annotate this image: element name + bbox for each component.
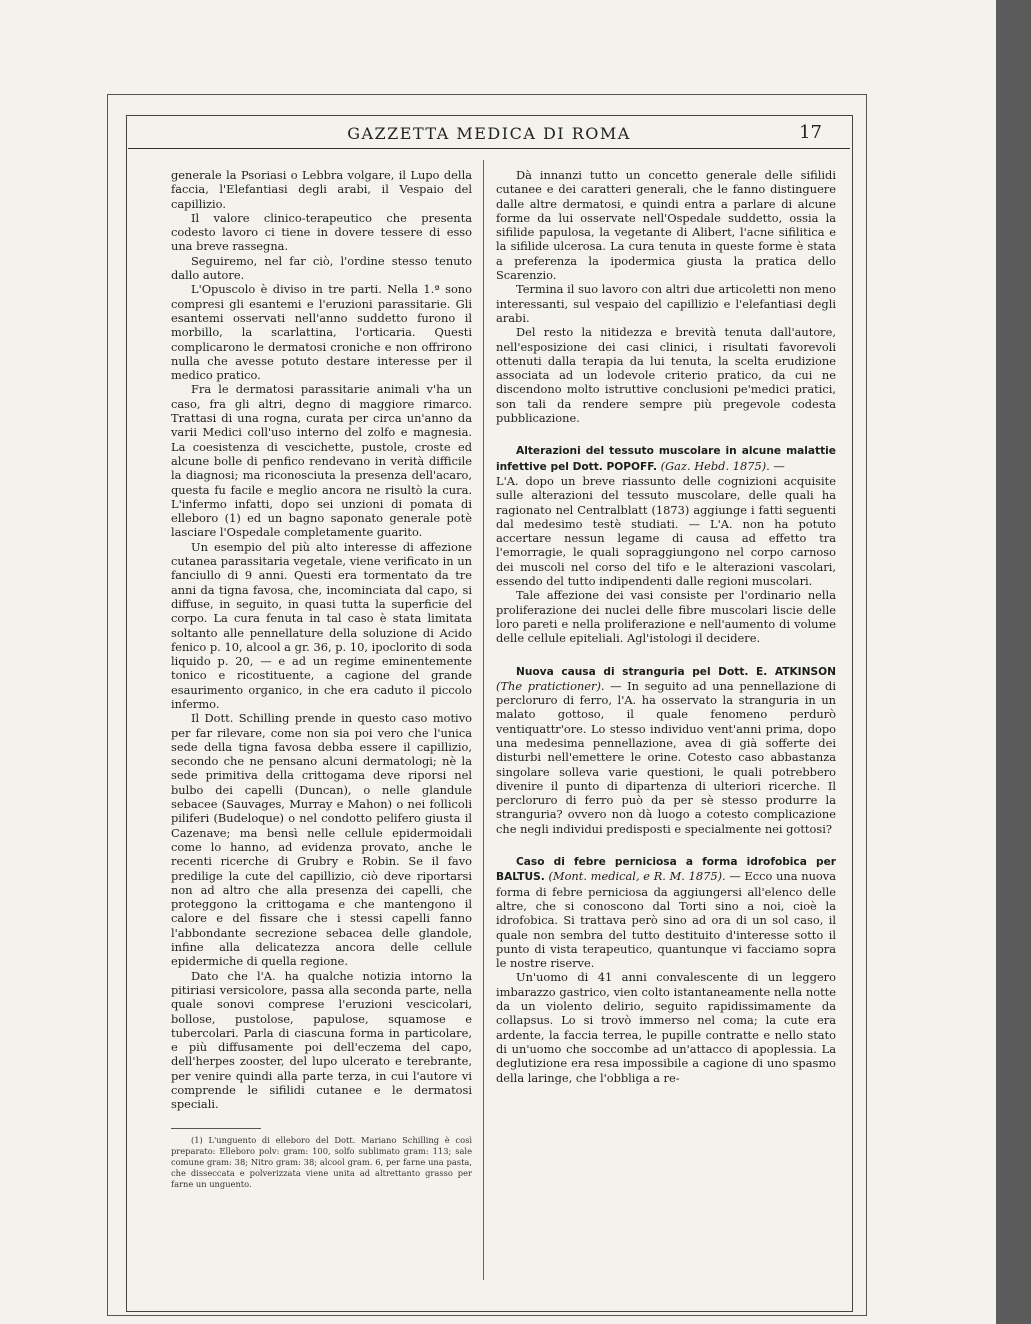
article-heading: Nuova causa di stranguria pel Dott. E. ATKINSON [516,665,836,678]
article-body: In seguito ad una pennellazione di percloruro di ferro, l'A. ha osservato la stranguria in un malato gottoso, il quale fenomeno perdurò ventiquattr'ore. Lo stesso individuo vent'anni prima, dopo una medesima pennellazione, avea di già sofferte dei disturbi nell'emettere le orine. Cotesto caso abbastanza singolare solleva varie questioni, le quali potrebbero divenire il punto di dipartenza di ulteriori ricerche. Il percloruro di ferro può da per sè stesso produrre la stranguria? ovvero non dà luogo a cotesto complicazione che negli individui predisposti e specialmente nei gottosi? [496,678,836,836]
journal-title: GAZZETTA MEDICA DI ROMA [347,124,631,143]
paragraph: L'A. dopo un breve riassunto delle cognizioni acquisite sulle alterazioni del tessuto muscolare, delle quali ha ragionato nel Centralblatt (1873) aggiunge i fatti seguenti dal medesimo testè studiati. — L'A. non ha potuto accertare nessun legame di causa ad effetto tra l'emorragie, le quali sopraggiungono nel corpo carnoso dei muscoli nel corso del tifo e le alterazioni vascolari, essendo del tutto indipendenti dalle regioni muscolari. [496,473,836,589]
paragraph: Termina il suo lavoro con altri due articoletti non meno interessanti, sul vespaio del capillizio e l'elefantiasi degli arabi. [496,282,836,325]
article-heading: Alterazioni del tessuto muscolare in alcune malattie infettive pel Dott. POPOFF. [496,445,836,473]
article-atkinson [496,664,836,837]
article-baltus [496,854,836,970]
column-divider [483,160,484,1280]
footnote-rule [171,1128,261,1129]
paragraph: Dà innanzi tutto un concetto generale delle sifilidi cutanee e dei caratteri generali, che le fanno distinguere dalle altre dermatosi, e quindi entra a parlare di alcune forme da lui osservate nell'Ospedale suddetto, ossia la sifilide papulosa, la vegetante di Alibert, l'acne sifilitica e la sifilide ulcerosa. La cura tenuta in queste forme è stata a preferenza la ipodermica giusta la pratica dello Scarenzio. [496,168,836,283]
page-header [128,118,850,149]
article-body: Ecco una nuova forma di febre perniciosa da aggiungersi all'elenco delle altre, che si conoscono dal Torti sino a noi, cioè la idrofobica. Si trattava però sino ad ora di un sol caso, il quale non sembra del tutto destituito d'interesse sotto il punto di vista terapeutico, quantunque vi facciamo sopra le nostre riserve. [496,869,836,971]
paragraph: L'Opuscolo è diviso in tre parti. Nella 1.ª sono compresi gli esantemi e l'eruzioni parassitarie. Gli esantemi osservati nell'anno suddetto furono il morbillo, la scarlattina, l'orticaria. Questi complicarono le dermatosi croniche e non offrirono nulla che avesse potuto destare interesse per il medico pratico. [171,282,472,383]
paragraph: Un'uomo di 41 anni convalescente di un leggero imbarazzo gastrico, vien colto istantaneamente nella notte da un violento delirio, seguito rapidissimamente da collapsus. Lo si trovò immerso nel coma; la cute era ardente, la faccia terrea, le pupille contratte e nello stato di un'uomo che soccombe ad un'attacco di apoplessia. La deglutizione era resa impossibile a cagione di uno spasmo della laringe, che l'obbliga a re- [496,970,836,1085]
article-source: (The pratictioner). — [496,678,622,693]
article-heading: Caso di febre perniciosa a forma idrofobica per BALTUS. [496,856,836,884]
paragraph: Dato che l'A. ha qualche notizia intorno la pitiriasi versicolore, passa alla seconda parte, nella quale sonovi comprese l'eruzioni vescicolari, bollose, pustolose, papulose, squamose e tubercolari. Parla di ciascuna forma in particolare, e più diffusamente poi dell'eczema del capo, dell'herpes zooster, del lupo ulcerato e terebrante, per venire quindi alla parte terza, in cui l'autore vi comprende le sifilidi cutanee e le dermatosi speciali. [171,968,472,1112]
paragraph: Il valore clinico-terapeutico che presenta codesto lavoro ci tiene in dovere tessere di esso una breve rassegna. [171,210,472,254]
page-number: 17 [799,122,822,143]
paragraph: Tale affezione dei vasi consiste per l'ordinario nella proliferazione dei nuclei delle fibre muscolari liscie delle loro pareti e nella proliferazione e nell'aumento di volume delle cellule epiteliali. Agl'istologi il decidere. [496,588,836,646]
paragraph: Del resto la nitidezza e brevità tenuta dall'autore, nell'esposizione dei casi clinici, i risultati favorevoli ottenuti dalla terapia da lui tenuta, la scelta erudizione associata ad un lodevole criterio pratico, da cui ne discendono molto istruttive conclusioni pe'medici pratici, son tali da rendere sempre più pregevole codesta pubblicazione. [496,325,836,426]
paragraph: Fra le dermatosi parassitarie animali v'ha un caso, fra gli altri, degno di maggiore rimarco. Trattasi di una rogna, curata per circa un'anno da varii Medici coll'uso interno del zolfo e magnesia. La coesistenza di vescichette, pustole, croste ed alcune bolle di penfico rendevano in verità difficile la diagnosi; ma riconosciuta la presenza dell'acaro, questa fu facile e meglio ancora ne risultò la cura. L'infermo infatti, dopo sei unzioni di pomata di elleboro (1) ed un bagno saponato generale potè lasciare l'Ospedale completamente guarito. [171,382,472,540]
article-popoff [496,443,836,474]
footnote: (1) L'unguento di elleboro del Dott. Mariano Schilling è così preparato: Elleboro polv: gram: 100, solfo sublimato gram: 113; sale comune gram: 38; Nitro gram: 38; alcool gram. 6, per farne una pasta, che disseccata e polverizzata viene unita ad altrettanto grasso per farne un unguento. [171,1134,472,1189]
left-column [171,168,472,1190]
article-source: (Mont. medical, e R. M. 1875). — [548,869,741,884]
paragraph: generale la Psoriasi o Lebbra volgare, il Lupo della faccia, l'Elefantiasi degli arabi, il Vespaio del capillizio. [171,168,472,211]
paragraph: Un esempio del più alto interesse di affezione cutanea parassitaria vegetale, viene verificato in un fanciullo di 9 anni. Questi era tormentato da tre anni da tigna favosa, che, incominciata dal capo, si diffuse, in seguito, in quasi tutta la superficie del corpo. La cura fenuta in tal caso è stata limitata soltanto alle pennellature della soluzione di Acido fenico p. 10, alcool a gr. 36, p. 10, ipoclorito di soda liquido p. 20, — e ad un regime eminentemente tonico e ricostituente, a cagione del grande esaurimento organico, in che era caduto il piccolo infermo. [171,539,472,711]
paragraph: Seguiremo, nel far ciò, l'ordine stesso tenuto dallo autore. [171,253,472,283]
right-column [496,168,836,1085]
paragraph: Il Dott. Schilling prende in questo caso motivo per far rilevare, come non sia poi vero che l'unica sede della tigna favosa debba essere il capillizio, secondo che ne pensano alcuni dermatologi; nè la sede primitiva della crittogama deve riporsi nel bulbo dei capelli (Duncan), o nelle glandule sebacee (Sauvages, Murray e Mahon) o nei follicoli piliferi (Budeloque) o nel condotto pelifero giusta il Cazenave; ma bensì nelle cellule epidermoidali come lo hanno, ad evidenza provato, anche le recenti ricerche di Grubry e Robin. Se il favo predilige la cute del capillizio, ciò deve riportarsi non ad altro che alla presenza dei capelli, che proteggono la crittogama e che mantengono il calore e del fissare che i stessi capelli fanno l'abbondante secrezione sebacea delle glandole, infine alla delicatezza ancora delle cellule epidermiche di quella regione. [171,711,472,969]
article-source: (Gaz. Hebd. 1875). — [660,458,785,473]
